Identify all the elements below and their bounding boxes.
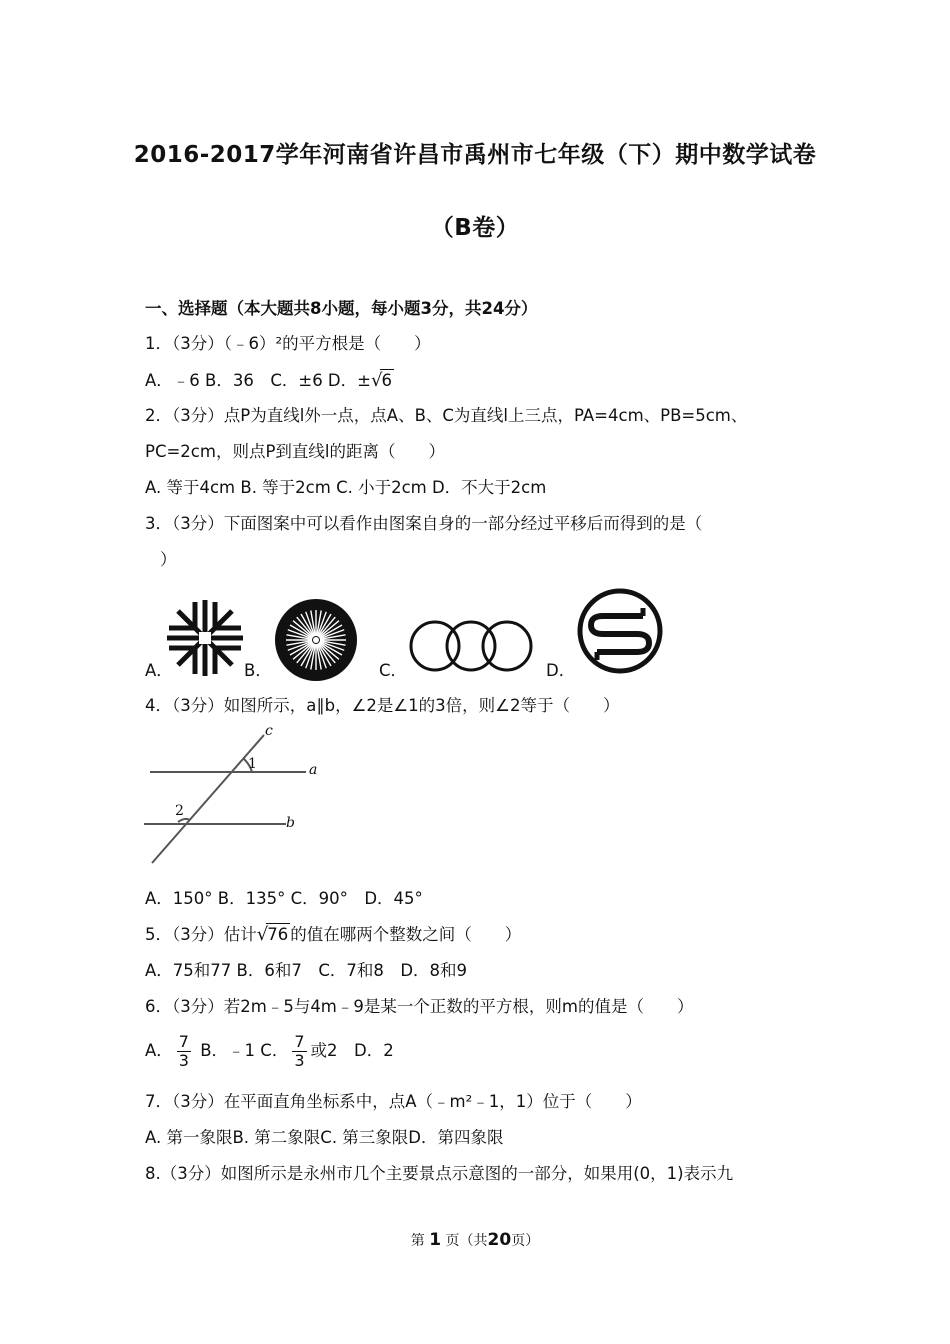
q1-options-text: A．﹣6 B．36 C．±6 D．±	[145, 371, 371, 390]
footer-pre: 第	[410, 1233, 425, 1249]
section-heading: 一、选择题（本大题共8小题，每小题3分，共24分）	[145, 299, 538, 318]
q3-figure-a	[165, 598, 245, 678]
q6-opt-d: 或2 D．2	[310, 1041, 394, 1060]
q3-label-a: A．	[145, 661, 173, 680]
q4-angle-1-label: 1	[248, 756, 257, 772]
q6-opt-a-prefix: A．	[145, 1041, 173, 1060]
q4-label-a: a	[309, 762, 318, 778]
q3-label-d: D．	[546, 661, 576, 680]
q5-stem-prefix: 5．（3分）估计	[145, 925, 257, 944]
q4-stem: 4．（3分）如图所示，a∥b，∠2是∠1的3倍，则∠2等于（ ）	[145, 696, 620, 715]
exam-subtitle: （B卷）	[430, 215, 520, 241]
q3-label-b: B．	[244, 661, 272, 680]
q3-label-c: C．	[379, 661, 408, 680]
q7-stem: 7．（3分）在平面直角坐标系中，点A（﹣m²﹣1，1）位于（ ）	[145, 1092, 642, 1111]
q3-stem-1: 3．（3分）下面图案中可以看作由图案自身的一部分经过平移后而得到的是（	[145, 514, 703, 533]
q5-stem-suffix: 的值在哪两个整数之间（ ）	[290, 925, 522, 944]
frac-numerator: 7	[294, 1032, 305, 1051]
q3-figure-b	[274, 598, 358, 682]
q4-label-b: b	[286, 815, 295, 831]
q1-radicand: 6	[381, 371, 392, 390]
footer-mid: 页（共	[445, 1233, 488, 1249]
q8-stem: 8.（3分）如图所示是永州市几个主要景点示意图的一部分，如果用(0，1)表示九	[145, 1164, 734, 1183]
exam-title: 2016-2017学年河南省许昌市禹州市七年级（下）期中数学试卷	[133, 142, 817, 168]
q2-stem-1: 2．（3分）点P为直线l外一点，点A、B、C为直线l上三点，PA=4cm、PB=5cm、	[145, 406, 748, 425]
q4-label-c: c	[265, 723, 273, 739]
q3-stem-2: ）	[160, 550, 177, 569]
q5-radicand: 76	[267, 925, 289, 944]
fraction-seven-thirds	[177, 1033, 191, 1070]
q4-options: A．150° B．135° C．90° D．45°	[145, 889, 423, 908]
q5-stem	[145, 923, 521, 946]
q7-options: A. 第一象限B. 第二象限C. 第三象限D．第四象限	[145, 1128, 504, 1147]
frac-denominator: 3	[178, 1051, 189, 1070]
sqrt-symbol: √76	[256, 924, 289, 945]
q3-figure-c	[409, 618, 533, 674]
q2-stem-2: PC=2cm，则点P到直线l的距离（ ）	[145, 442, 445, 461]
frac-denominator: 3	[294, 1051, 305, 1070]
q3-figure-d	[577, 588, 663, 674]
q2-options: A. 等于4cm B. 等于2cm C. 小于2cm D．不大于2cm	[145, 478, 547, 497]
q4-parallel-lines-figure	[140, 725, 330, 867]
q6-options	[145, 1032, 394, 1070]
q1-options	[145, 369, 394, 392]
q6-stem: 6．（3分）若2m﹣5与4m﹣9是某一个正数的平方根，则m的值是（ ）	[145, 997, 694, 1016]
q5-options: A．75和77 B．6和7 C．7和8 D．8和9	[145, 961, 468, 980]
q4-angle-2-label: 2	[175, 803, 184, 819]
footer-total-pages: 20	[487, 1230, 512, 1250]
footer-post: 页）	[511, 1233, 540, 1249]
frac-numerator: 7	[178, 1032, 189, 1051]
page-footer	[0, 1230, 950, 1250]
q1-stem: 1．（3分）（﹣6）²的平方根是（ ）	[145, 334, 431, 353]
sqrt-symbol: √6	[370, 370, 392, 391]
q6-opt-bc: B．﹣1 C．	[200, 1041, 289, 1060]
fraction-seven-thirds	[292, 1033, 306, 1070]
footer-page-number: 1	[429, 1230, 442, 1250]
